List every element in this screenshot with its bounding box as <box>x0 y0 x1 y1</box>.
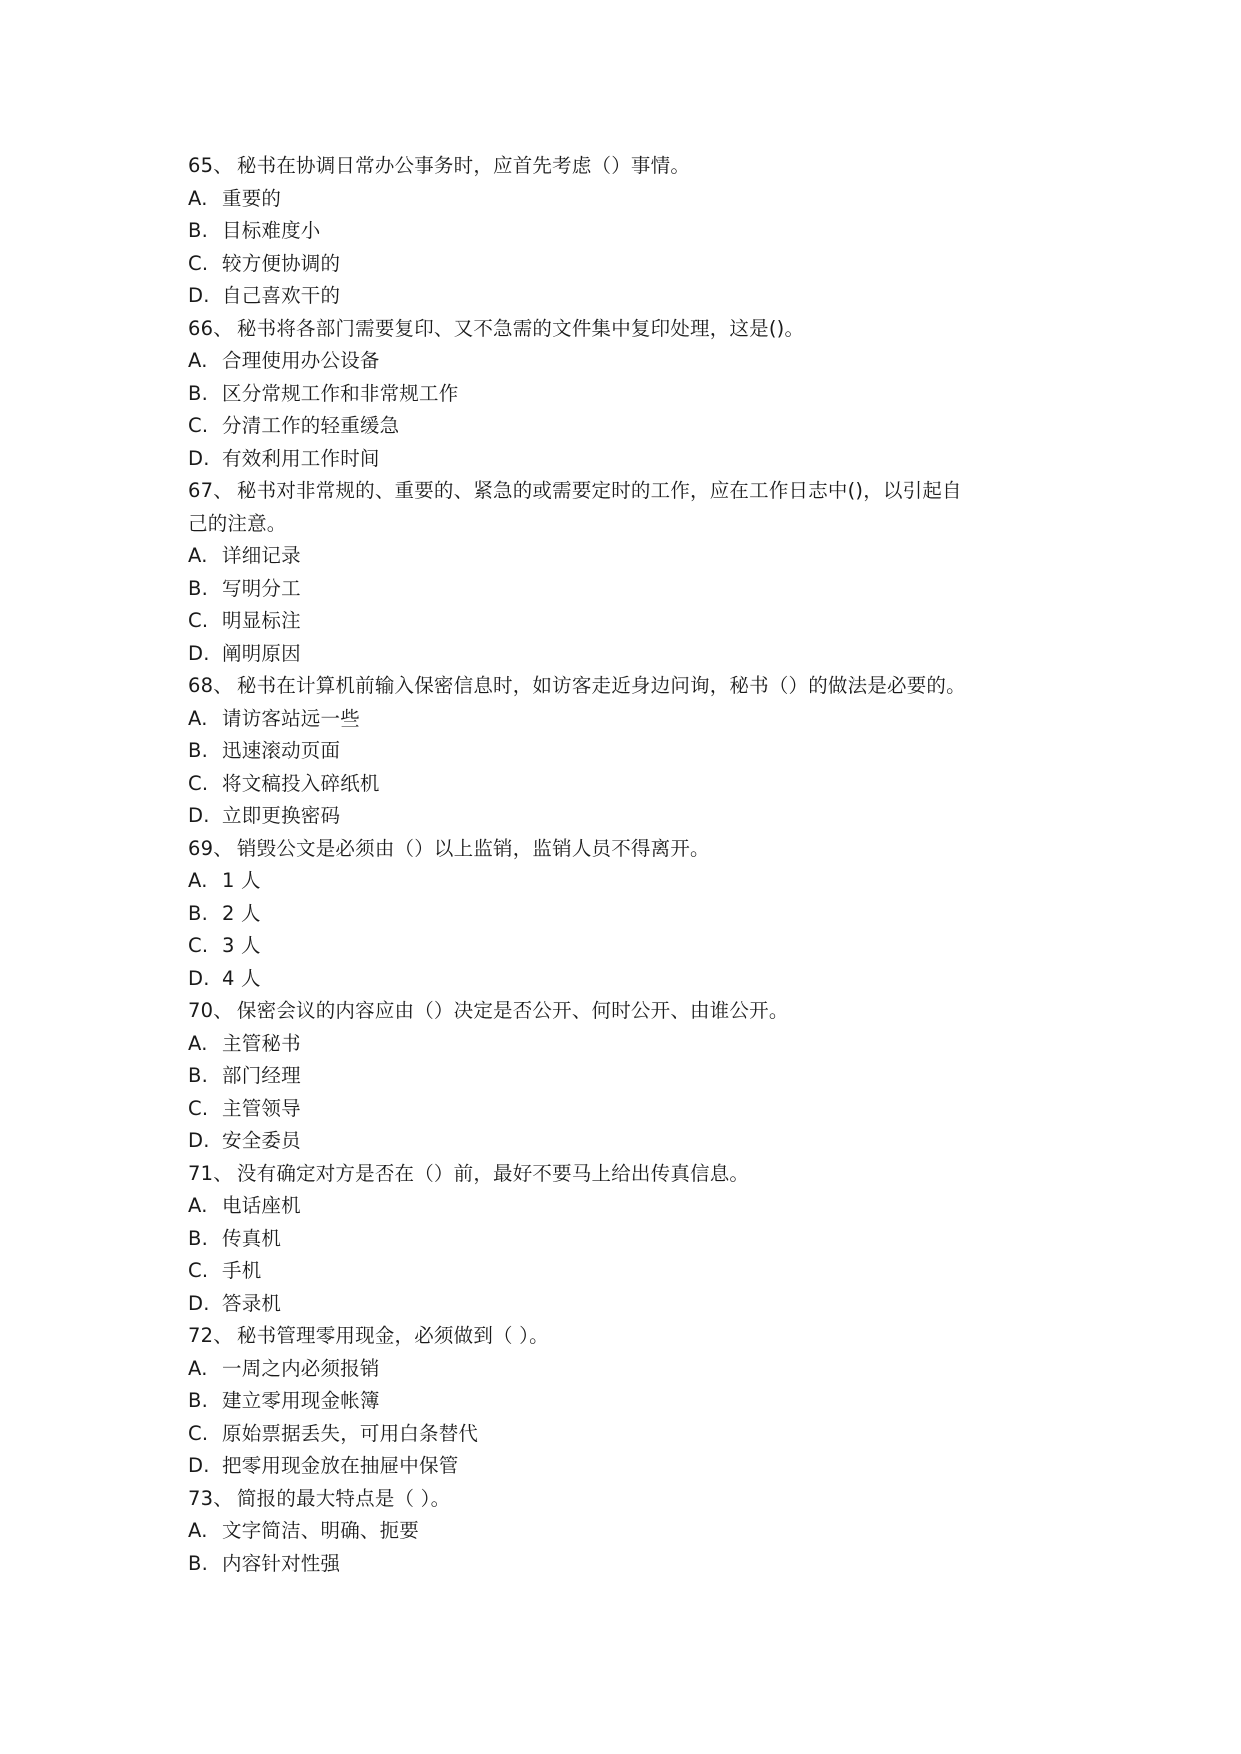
option-letter: D. <box>188 966 210 990</box>
question-66 <box>188 313 1068 346</box>
option-letter: A. <box>188 186 208 210</box>
question-72 <box>188 1320 1068 1353</box>
option-72-b <box>188 1385 1068 1418</box>
option-text: 手机 <box>222 1259 262 1282</box>
option-letter: C. <box>188 414 209 437</box>
option-letter: A. <box>188 1194 208 1217</box>
option-text: 电话座机 <box>222 1194 301 1217</box>
question-68 <box>188 670 1068 703</box>
option-text: 迅速滚动页面 <box>222 739 341 762</box>
option-letter: B. <box>188 739 208 762</box>
option-72-c <box>188 1418 1068 1451</box>
option-text: 写明分工 <box>222 576 301 600</box>
option-text: 建立零用现金帐簿 <box>222 1389 380 1412</box>
option-text: 安全委员 <box>222 1129 301 1152</box>
option-letter: A. <box>188 1031 208 1055</box>
option-text: 自己喜欢干的 <box>222 284 341 307</box>
option-68-a <box>188 703 1068 736</box>
option-letter: A. <box>188 706 208 730</box>
question-67 <box>188 475 1068 508</box>
question-text: 简报的最大特点是（ ）。 <box>236 1486 451 1510</box>
option-69-d <box>188 963 1068 996</box>
option-68-b <box>188 735 1068 768</box>
option-70-a <box>188 1028 1068 1061</box>
question-text: 保密会议的内容应由（）决定是否公开、何时公开、由谁公开。 <box>236 999 789 1022</box>
option-letter: A. <box>188 1356 208 1380</box>
option-66-c <box>188 410 1068 443</box>
option-65-a <box>188 183 1068 216</box>
option-text: 原始票据丢失，可用白条替代 <box>222 1421 479 1445</box>
option-text: 主管领导 <box>222 1096 301 1120</box>
question-number: 73、 <box>188 1486 233 1510</box>
question-71 <box>188 1158 1068 1191</box>
option-text: 有效利用工作时间 <box>222 446 380 470</box>
option-letter: C. <box>188 609 209 632</box>
option-text: 传真机 <box>222 1226 282 1250</box>
option-letter: A. <box>188 1519 208 1542</box>
option-letter: B. <box>188 219 208 242</box>
option-73-b <box>188 1548 1068 1581</box>
option-letter: A. <box>188 544 208 567</box>
option-letter: D. <box>188 446 210 470</box>
option-text: 重要的 <box>222 186 282 210</box>
option-67-c <box>188 605 1068 638</box>
question-list <box>188 150 1068 1580</box>
option-65-d <box>188 280 1068 313</box>
option-71-c <box>188 1255 1068 1288</box>
option-text: 2 人 <box>222 901 261 925</box>
option-letter: B. <box>188 576 208 600</box>
question-text: 秘书在协调日常办公事务时，应首先考虑（）事情。 <box>236 154 691 177</box>
option-70-b <box>188 1060 1068 1093</box>
option-67-d <box>188 638 1068 671</box>
question-text: 秘书管理零用现金，必须做到（ ）。 <box>236 1324 549 1347</box>
option-letter: B. <box>188 1226 208 1250</box>
option-text: 1 人 <box>222 869 261 892</box>
option-71-a <box>188 1190 1068 1223</box>
option-letter: D. <box>188 1129 210 1152</box>
question-text: 秘书在计算机前输入保密信息时，如访客走近身边问询，秘书（）的做法是必要的。 <box>236 674 966 697</box>
option-text: 较方便协调的 <box>222 251 341 275</box>
option-text: 详细记录 <box>222 544 301 567</box>
option-text: 内容针对性强 <box>222 1551 341 1575</box>
question-70 <box>188 995 1068 1028</box>
option-letter: D. <box>188 1454 210 1477</box>
question-text: 没有确定对方是否在（）前，最好不要马上给出传真信息。 <box>236 1161 750 1185</box>
question-number: 71、 <box>188 1161 233 1185</box>
option-66-a <box>188 345 1068 378</box>
option-letter: B. <box>188 381 208 405</box>
question-number: 66、 <box>188 316 233 340</box>
option-text: 一周之内必须报销 <box>222 1356 380 1380</box>
option-text: 答录机 <box>222 1291 282 1315</box>
option-letter: B. <box>188 901 208 925</box>
option-letter: C. <box>188 251 209 275</box>
option-67-b <box>188 573 1068 606</box>
option-67-a <box>188 540 1068 573</box>
option-69-c <box>188 930 1068 963</box>
option-letter: B. <box>188 1389 208 1412</box>
option-text: 4 人 <box>222 966 261 990</box>
question-67-continuation: 己的注意。 <box>188 511 287 535</box>
option-66-b <box>188 378 1068 411</box>
question-73 <box>188 1483 1068 1516</box>
option-68-c <box>188 768 1068 801</box>
option-letter: D. <box>188 1291 210 1315</box>
question-text: 秘书将各部门需要复印、又不急需的文件集中复印处理，这是()。 <box>236 316 805 340</box>
option-letter: D. <box>188 284 210 307</box>
option-72-a <box>188 1353 1068 1386</box>
option-text: 3 人 <box>222 934 261 957</box>
option-text: 将文稿投入碎纸机 <box>222 771 380 795</box>
option-text: 区分常规工作和非常规工作 <box>222 381 459 405</box>
option-text: 文字简洁、明确、扼要 <box>222 1519 420 1542</box>
option-letter: D. <box>188 641 210 665</box>
question-number: 67、 <box>188 479 233 502</box>
question-65 <box>188 150 1068 183</box>
question-number: 68、 <box>188 674 233 697</box>
question-69 <box>188 833 1068 866</box>
option-text: 部门经理 <box>222 1064 301 1087</box>
option-73-a <box>188 1515 1068 1548</box>
option-69-a <box>188 865 1068 898</box>
option-68-d <box>188 800 1068 833</box>
option-65-b <box>188 215 1068 248</box>
option-letter: A. <box>188 349 208 372</box>
option-letter: C. <box>188 771 209 795</box>
option-text: 明显标注 <box>222 609 301 632</box>
question-number: 72、 <box>188 1324 233 1347</box>
option-letter: D. <box>188 804 210 827</box>
option-66-d <box>188 443 1068 476</box>
option-text: 请访客站远一些 <box>222 706 360 730</box>
option-letter: C. <box>188 1259 209 1282</box>
option-text: 分清工作的轻重缓急 <box>222 414 400 437</box>
option-letter: A. <box>188 869 208 892</box>
question-text: 销毁公文是必须由（）以上监销，监销人员不得离开。 <box>236 836 710 860</box>
option-71-b <box>188 1223 1068 1256</box>
option-69-b <box>188 898 1068 931</box>
option-text: 合理使用办公设备 <box>222 349 380 372</box>
option-70-c <box>188 1093 1068 1126</box>
question-number: 65、 <box>188 154 233 177</box>
option-71-d <box>188 1288 1068 1321</box>
option-letter: B. <box>188 1064 208 1087</box>
option-text: 主管秘书 <box>222 1031 301 1055</box>
option-letter: C. <box>188 1096 209 1120</box>
option-65-c <box>188 248 1068 281</box>
question-number: 69、 <box>188 836 233 860</box>
option-letter: B. <box>188 1551 208 1575</box>
option-70-d <box>188 1125 1068 1158</box>
option-72-d <box>188 1450 1068 1483</box>
option-letter: C. <box>188 934 209 957</box>
option-text: 立即更换密码 <box>222 804 341 827</box>
question-number: 70、 <box>188 999 233 1022</box>
question-text: 秘书对非常规的、重要的、紧急的或需要定时的工作，应在工作日志中()，以引起自 <box>236 479 962 502</box>
option-text: 目标难度小 <box>222 219 321 242</box>
option-text: 阐明原因 <box>222 641 301 665</box>
option-text: 把零用现金放在抽屉中保管 <box>222 1454 459 1477</box>
option-letter: C. <box>188 1421 209 1445</box>
